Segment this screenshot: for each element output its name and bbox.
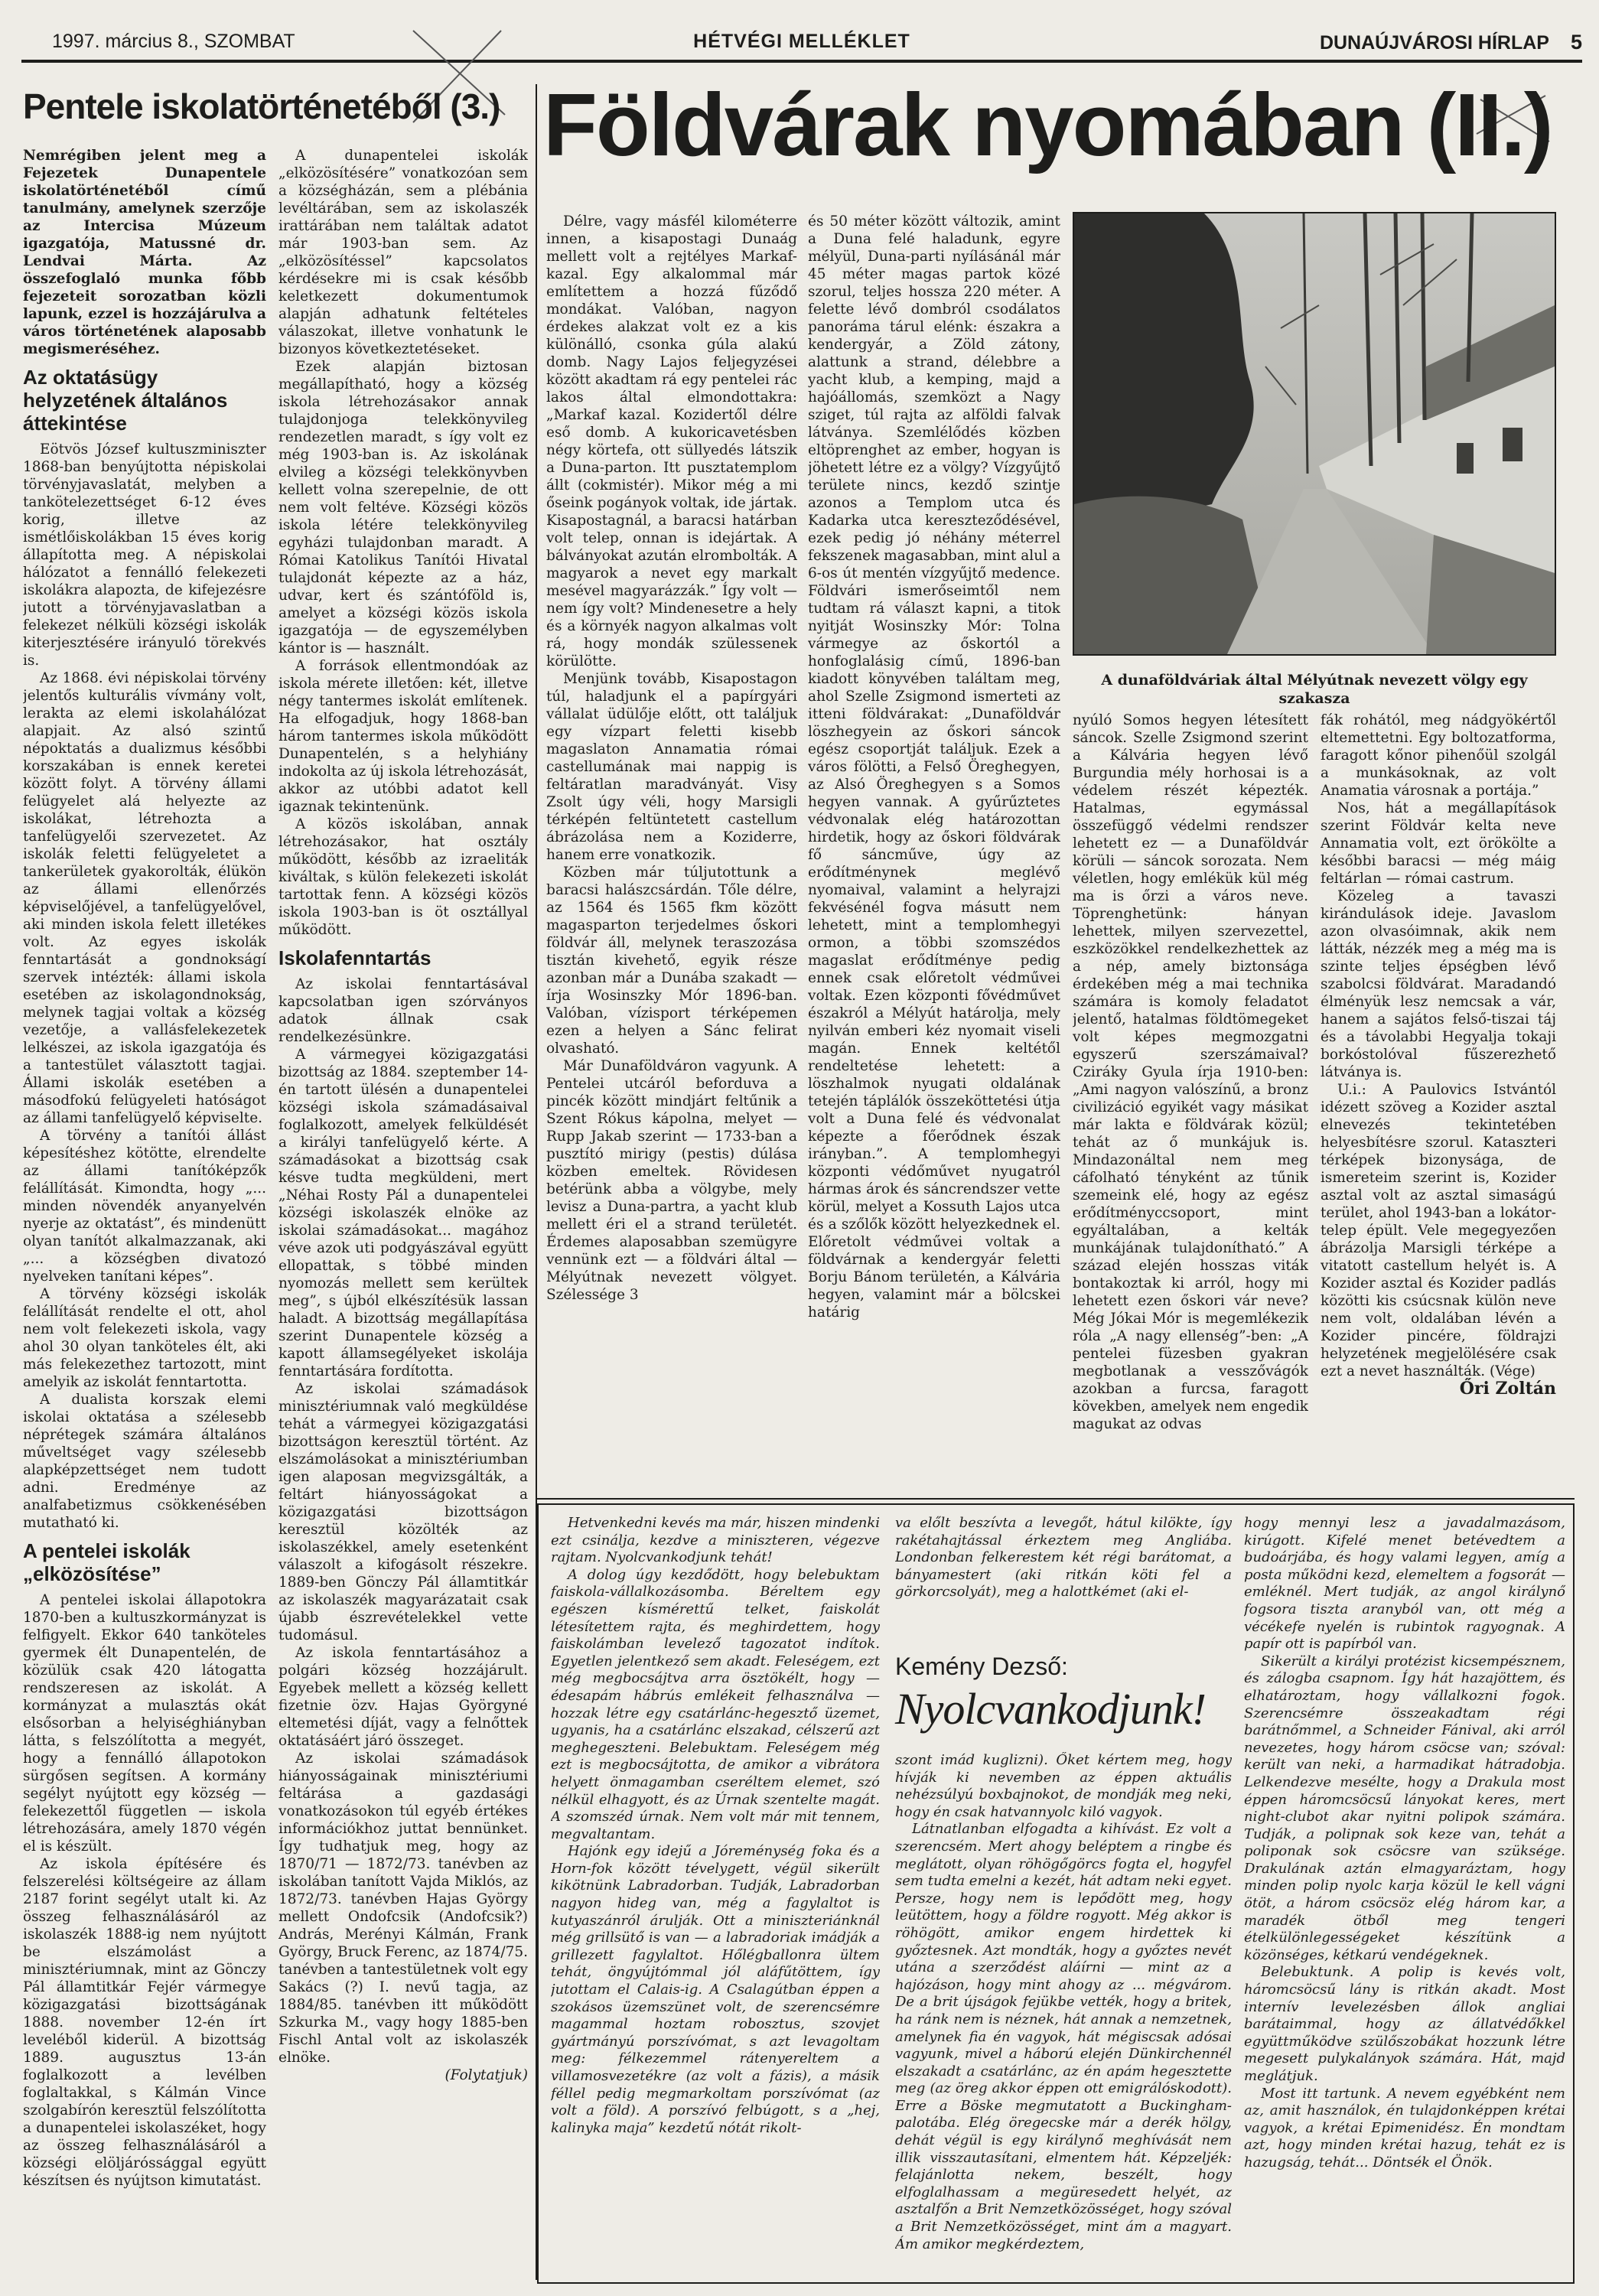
article1-column-2 (278, 147, 528, 2281)
article2-title: Földvárak nyomában (II.) (543, 75, 1552, 174)
paragraph: Nos, hát a megállapítások szerint Földvár kelta neve Annamatia volt, ezt örökölte a későbbi baracsi — még máig feltárlan — római castrum. (1321, 800, 1556, 887)
paragraph: Látnatlanban elfogadta a kihívást. Ez volt a szerencsém. Mert ahogy beléptem a ringbe és meglátott, olyan röhögőgörcs fogta el, hogyfel sem tudta emelni a kezét, hát adtam neki egyet. Persze, hogy nem is lepődött meg, hogy leütöttem, hogy a földre rogyott. Még akkor is röhögött, amikor engem hirdettek ki győztesnek. Azt mondták, hogy a győztes nevét utána a szerződést aláírni — mint az a hajózáson, hogy mint ahogy az ... mégvárom. De a brit újságok fejükbe vették, hogy a britek, ha ránk nem is néznek, hát annak a nemzetnek, amelynek fia én vagyok, hát mégiscsak adósai vagyunk, mivel a háború elején Dünkirchennél elszakadt a csatárlánc, az én apám hegesztette meg (az öreg akkor éppen ott emigrálóskodott). Erre a Böske megmutatott a Buckingham-palotába. Elég öregecske már a derék hölgy, dehát végül is egy királynő meghívását nem illik visszautasítani, elmentem hát. Képzeljék: felajánlotta nekem, beszélt, hogy elfoglalhassam a megüresedett helyét, az asztalfőn a Brit Nemzetközösséget, hogy szóval a Brit Nemzetközösséget, mint ám a magyart. Ám amikor megkérdeztem, (895, 1821, 1232, 2252)
paragraph: U.i.: A Paulovics Istvántól idézett szöveg a Kozider asztal elnevezés tekintetében helyesbítésre szorul. Kataszteri térképek bizonysága, de ismereteim szerint is, Kozider asztal volt az asztal simaságú terület, ahol 1943-ban a lokátor-telep épült. Vele megegyezően ábrázolja Marsigli térképe a vitatott castellum helyét is. A Kozider asztal és Kozider padlás közötti kis csúcsnak külön neve nem volt, oldalában lévén a Kozider pincére, földrajzi helyzetének megjelölésére csak ezt a nevet használták. (Vége) (1321, 1082, 1556, 1379)
article2-photo (1073, 212, 1556, 656)
article1-col1-body (23, 441, 266, 1532)
paragraph: Az iskolai számadások minisztériumnak való megküldése tehát a vármegyei közigazgatási bizottságon keresztül történt. Az elszámolásokat a minisztériumban igen alaposan megvizsgálták, a feltárt hiányosságokat a közigazgatási bizottságon keresztül közölték az iskolaszékkel, amely esetenként válaszolt a kifogásolt részekre. 1889-ben Gönczy Pál államtitkár az iskolaszék magyarázatait csak újabb észrevételekkel vette tudomásul. (278, 1381, 528, 1643)
paragraph: A pentelei iskolai állapotokra 1870-ben a kultuszkormányzat is felfigyelt. Ekkor 640 tanköteles gyermek élt Dunapentelén, de közülük csak 420 látogatta rendszeresen az iskolát. A kormányzat a mulasztás okát elsősorban a helyiséghiányban látta, s felszólította a megyét, hogy a fennálló állapotokon sürgősen segítsen. A kormány segélyt nyújtott egy község — felekezettől független — iskola létrehozására, amely 1870 végén el is készült. (23, 1592, 266, 1855)
paragraph: Az iskolai fenntartásával kapcsolatban igen szórványos adatok állnak csak rendelkezésünkre. (278, 976, 528, 1045)
article2-column-2 (808, 213, 1060, 1490)
subheading: Az oktatásügy helyzetének általános áttekintése (23, 366, 228, 435)
paragraph: Menjünk tovább, Kisapostagon túl, haladjunk el a papírgyári vállalat üdülője előtt, ott találjuk egy vízpart feletti kisebb magaslaton Annamatia római castellumának mai nappig is feltáratlan maradványát. Visy Zsolt úgy véli, hogy Marsigli térképén feltüntetett castellum ábrázolása nem a Koziderre, hanem erre vonatkozik. (546, 671, 797, 863)
article2-column-1 (546, 213, 797, 1490)
photo-caption: A dunaföldváriak által Mélyútnak nevezett völgy egy szakasza (1101, 672, 1528, 707)
paragraph: és 50 méter között változik, amint a Duna felé haladunk, egyre mélyül, Duna-parti nyílásánál már 45 méter magas partok közé szorul, teljes hossza 220 méter. A felette lévő dombról csodálatos panoráma tárul elénk: északra a kendergyár, a Zöld zátony, alattunk a strand, délebbre a yacht klub, a kemping, majd a hajóállomás, szemközt a Nagy sziget, túl rajta az alföldi falvak látványa. Szemlélődés közben eltöprenghet az ember, hogyan is jöhetett létre ez a völgy? Vízgyűjtő területe nincs, kezdő szintje azonos a Templom utca és Kadarka utca kereszteződésével, ezek pedig jó néhány méterrel fekszenek magasabban, mint alul a 6-os út mentén vízgyűjtő medence. Földvári ismerőseimtől nem tudtam rá választ kapni, a titok nyitját Wosinszky Mór: Tolna vármegye az őskortól a honfoglalásig című, 1896-ban kiadott könyvében találtam meg, ahol Szelle Zsigmond ismerteti az itteni földvárakat: „Dunaföldvár löszhegyein az őskori sáncok egész csoportját találjuk. Ezek a város fölötti, a Felső Öreghegyen, az Alsó Öreghegyen s a Somos hegyen vannak. A gyűrűztetes védvonalak elég határozottan hirdetik, hogy az őskori földvárak fő sáncműve, úgy az erődítménynek meglévő nyomaival, valamint a helyrajzi fekvésénél fogva másutt nem lehetett, mint a templomhegyi ormon, a többi szomszédos magaslat erődítménye pedig ennek csak előretolt védművei voltak. Ezen központi fővédművet északról a Mélyút határolja, mely nyilván emberi kéz nyomait viseli magán. Ennek keltétől rendeltetése lehetett: a löszhalmok nyugati oldalának tetején táplálók összeköttetési útja volt a Duna felé és védvonalat képezte a főerődnek észak irányban.”. A templomhegyi központi védőművet nyugatról hármas árok és sáncrendszer vette körül, melyet a Kossuth Lajos utca és a szőlők között helyezkednek el. Előretolt védművei voltak a földvárnak a kendergyár feletti Borju Bánom területén, a Kálvária hegyen, valamint már a bölcskei határig (808, 213, 1060, 1321)
paragraph: Délre, vagy másfél kilométerre innen, a kisapostagi Dunaág mellett volt a rejtélyes Markaf-kazal. Egy alkalommal már említettem a hozzá fűződő mondákat. Valóban, nagyon érdekes alakzat volt ez a kis különálló, csonka gúla alakú domb. Nagy Lajos feljegyzései között akadtam rá egy pentelei rác lakos által elmondottakra: „Markaf kazal. Kozidertől délre eső domb. A kukoricavetésben négy körtefa, ott süllyedés látszik a Duna-parton. Itt pusztatemplom állt (cokmistér). Mikor még a mi őseink pogányok voltak, ide jártak. Kisapostagnál, a baracsi határban volt telep, onnan is idejártak. A bálványokat azután elrombolták. A magyarok a nevet egy markalt mesével magyarázzák.” Így volt — nem így volt? Mindenesetre a hely és a környék nagyon alkalmas volt rá, hogy mondák szülessenek körülötte. (546, 213, 797, 669)
paragraph: hogy mennyi lesz a javadalmazásom, kirúgott. Kifelé menet betévedtem a budoárjába, és hogy valami legyen, amíg a posta működni kezd, elemeltem a fogsorát — emléknél. Mert tudják, az angol királynő fogsora tiszta aranyból van, ott még a vécékefe nyelén is rubintok ragyognak. A papír ott is papírból van. (1244, 1515, 1565, 1653)
masthead (21, 23, 1582, 63)
section-title: HÉTVÉGI MELLÉKLET (693, 31, 910, 52)
paragraph: Az iskola fenntartásához a polgári község hozzájárult. Egyebek mellett a község kellett fizetnie özv. Hajas Györgyné eltemetési díját, vagy a felnőttek oktatásáért járó összeget. (278, 1645, 528, 1749)
paragraph: Közeleg a tavaszi kirándulások ideje. Javaslom azon olvasóimnak, akik nem látták, nézzék meg a még ma is szinte teljes épségben lévő szabolcsi földvárat. Maradandó élményük lesz nemcsak a vár, hanem a sajátos felső-tiszai táj és a távolabbi Hegyalja tokaji borkóstolóval fűszerezhető látványa is. (1321, 888, 1556, 1080)
paragraph: Hetvenkedni kevés ma már, hiszen mindenki ezt csinálja, kezdve a miniszteren, végezve rajtam. Nyolcvankodjunk tehát! (551, 1515, 880, 1566)
article2-column-3 (1073, 712, 1308, 1492)
paragraph: szont imád kuglizni). Őket kértem meg, hogy hívják ki nevemben az éppen aktuális nehézsúlyú boxbajnokot, de mondják meg neki, hogy én csak hatvannyolc kiló vagyok. (895, 1752, 1232, 1820)
paragraph: Az iskolai számadások hiányosságainak minisztériumi feltárása a gazdasági vonatkozásokon túl egyéb értékes információkhoz juttat bennünket. Így tudhatjuk meg, hogy az 1870/71 — 1872/73. tanévben az iskolában tanított Vajda Miklós, az 1872/73. tanévben Hajas György mellett Ondofcsik (Andofcsik?) András, Merényi Kálmán, Frank György, Bruck Ferenc, az 1874/75. tanévben a tantestületnek volt egy Sakács (?) I. nevű tagja, az 1884/85. tanévben itt működött Szkurka M., vagy hogy 1885-ben Fischl Antal volt az iskolaszék elnöke. (278, 1750, 528, 2066)
paragraph: A dualista korszak elemi iskolai oktatása a szélesebb néprétegek számára általános műveltséget vagy szélesebb alapképzettséget nem tudott adni. Eredménye az analfabetizmus csökkenésében mutatható ki. (23, 1392, 266, 1531)
paragraph: Az iskola építésére és felszerelési költségeire az állam 2187 forint segélyt utalt ki. Az összeg felhasználásáról az iskolaszék 1888-ig nem nyújtott be elszámolást a minisztériumnak, mint az Gönczy Pál államtitkár Fejér vármegye közigazgatási bizottságának 1888. november 12-én írt leveléből kiderül. A bizottság 1889. augusztus 13-án foglalkozott a levélben foglaltakkal, s Kálmán Vince szolgabírón keresztül felszólította a dunapentelei iskolaszéket, hogy az összeg felhasználásáról a községi elöljáróssággal együtt készítsen és nyújtson kimutatást. (23, 1856, 266, 2189)
paragraph: A források ellentmondóak az iskola mérete illetően: két, illetve négy tantermes iskolát említenek. Ha elfogadjuk, hogy 1868-ban három tantermes iskola működött Dunapentelén, s a helyhiány indokolta az új iskola létrehozását, akkor az utóbbi adatot kell igaznak tekintenünk. (278, 658, 528, 815)
feuilleton-author: Kemény Dezső: (895, 1653, 1068, 1680)
paragraph: Hajónk egy idejű a Jóreménység foka és a Horn-fok között tévelygett, végül sikerült kikötnünk Labradorban. Tudják, Labradorban nagyon hideg van, még a fagylaltot is kutyaszánról árulják. Ott a miniszteriánknál még grillsütő is van — a labradoriak imádják a grillezett fagylaltot. Hőlégballonra ültem tehát, öngyújtómmal jól aláfűtöttem, így jutottam el Calais-ig. A Csalagútban éppen a szokásos üzemszünet volt, de szerencsémre magammal hoztam robosztus, szovjet gyártmányú porszívómat, s azt levagoltam meg: félkezemmel rátenyereltem a villamosvezetékre (az volt a fázis), a másik féllel pedig megmarkoltam porszívómat (az volt a föld). A porszívó felbúgott, s a „hej, kalinyka maja” kezdetű nótát rikolt- (551, 1843, 880, 2136)
feuilleton-column-2-top (895, 1515, 1232, 1653)
paragraph: Az 1868. évi népiskolai törvény jelentős kulturális vívmány volt, lerakta az elemi iskolahálózat alapjait. Az alsó szintű népoktatás a dualizmus későbbi korszakában is ennek keretei között folyt. A törvény állami felügyelet alá helyezte az iskolákat, létrehozta a tanfelügyelői szervezetet. Az iskolák feletti felügyeletet a tankerületek gyakorolták, élükön az állami ellenőrzés képviselőjével, a tanfelügyelővel, aki minden iskola felett illetékes volt. Az egyes iskolák fenntartását a gondnokságí szervek intézték: állami iskola esetében az iskolagondnokság, melynek tagjai voltak a község vezetője, a vallásfelekezetek lelkészei, az iskola igazgatója és a tantestület választott tagjai. Állami iskolák esetében a másodfokú felügyeleti hatóságot az állami tanfelügyelő képviselte. (23, 670, 266, 1126)
paragraph: A dunapentelei iskolák „elközösítésére” vonatkozóan sem a községházán, sem a plébánia levéltárában, sem az iskolaszék irattárában nem találtak adatot már 1903-ban sem. Az „elközösítéssel” kapcsolatos kérdésekre mi is csak később keletkezett dokumentumok alapján adhatunk feltételes válaszokat, illetve vonhatunk le bizonyos következtetéseket. (278, 148, 528, 357)
page-number: 5 (1570, 31, 1582, 54)
paragraph: Sikerült a királyi protézist kicsempésznem, és zálogba csapnom. Így hát hazajöttem, és elhatároztam, hogy vállalkozni fogok. Szerencsémre összeakadtam régi barátnőmmel, a Schneider Fánival, aki arról nevezetes, hogy három csöcse van; szóval: került van neki, a harmadikat hátradobja. Lelkendezve mesélte, hogy a Drakula most éppen háromcsöcsű lányokat keres, mert night-clubot akar nyitni polipok számára. Tudják, a polipnak sok keze van, tehát a poliponak sok csöcsre van szüksége. Drakulának aztán elmagyaráztam, hogy minden polip nyolc karja közül le kell vágni ötöt, a három csöcsöz elég három kar, a maradék ötből meg tengeri ételkülönlegességeket készítünk a közönséges, kétkarú vendégeknek. (1244, 1653, 1565, 1963)
paragraph: A dolog úgy kezdődött, hogy belebuktam faiskola-vállalkozásomba. Béreltem egy egészen kísmérettű telket, faiskolát létesítettem rajta, és meghirdettem, hogy faiskolámban levelező tagozatot indítok. Egyetlen jelentkező sem akadt. Feleségem, ezt még megbocsájtva arra ösztökélt, hogy — édesapám hábrús emlékeit felhasználva — hozzak létre egy csatárlánc-hegesztő üzemet, ugyanis, ha a csatárlánc elszakad, célszerű azt meghegeszteni. Belebuktam. Feleségem még ezt is megbocsájtotta, de amikor a vibrátora helyett önmagamban cseréltem elemet, szó nélkül elhagyott, és az Úrnak szentelte magát. A szomszéd úrnak. Nem volt már mit tennem, megvaltantam. (551, 1566, 880, 1842)
paragraph: Most itt tartunk. A nevem egyébként nem az, amit használok, én tulajdonképpen krétai vagyok, a krétai Epimenidész. Én mondtam azt, hogy minden krétai hazug, tehát ez is hazugság, tehát... Döntsék el Önök. (1244, 2085, 1565, 2171)
paragraph: A törvény községi iskolák felállítását rendelte el ott, ahol nem volt felekezeti iskola, vagy ahol 30 olyan tanköteles élt, aki más felekezethez tartozott, mint amelyik az iskolát fenntartotta. (23, 1286, 266, 1390)
subheading: Iskolafenntartás (278, 946, 432, 969)
feuilleton-title: Nyolcvankodjunk! (895, 1684, 1206, 1734)
paragraph: Ezek alapján biztosan megállapítható, hogy a község iskola létrehozásakor annak tulajdonjoga telekkönyvileg rendezetlen maradt, s így volt ez még 1903-ban is. Az iskolának elvileg a községi telekkönyvben kellett volna szerepelnie, de ott nem volt feltéve. Községi közös iskola létére telekkönyvileg egyházi tulajdonban maradt. A Római Katolikus Tanítói Hivatal tulajdonát képezte az a ház, udvar, kert és szántóföld is, amelyet a községi közös iskola igazgatója — de egyszemélyben kántor is — használt. (278, 359, 528, 656)
paragraph: va előlt beszívta a levegőt, hátul kilökte, így rakétahajtással érkeztem meg Angliába. Londonban felkerestem két régi barátomat, a bányamestert (aki ritkán köti fel a görkorcsolyát), meg a halottkémet (aki el- (895, 1515, 1232, 1601)
feuilleton-column-2 (895, 1752, 1232, 2272)
paragraph: A törvény a tanítói állást képesítéshez kötötte, elrendelte az állami tanítóképzők felállítását. Kimondta, hogy „... minden növendék anyanyelvén nyerje az oktatást”, és mindenütt olyan tanítót alkalmazzanak, aki „... a községben divatozó nyelveken tanítani képes”. (23, 1128, 266, 1285)
paragraph: nyúló Somos hegyen létesített sáncok. Szelle Zsigmond szerint a Kálvária hegyen lévő Burgundia mély horhosai is a védelem részét képezték. Hatalmas, egymással összefüggő védelmi rendszer lehetett ez — a Dunaföldvár körüli — sáncok sorozata. Nem véletlen, hogy emlékük kül még ma is őrzi a város neve. Töprenghetünk: hányan lehettek, milyen szervezettel, eszközökkel rendelkezhettek az a nép, amely biztonsága érdekében még a mai technika számára is komoly feladatot jelentő, hatalmas földtömegeket volt képes megmozgatni egyszerű szerszámaival? Cziráky Gyula írja 1910-ben: „Ami nagyon valószínű, a bronz civilizáció egyikét vagy másikat már lakta e földvárak közül; tehát az ő munkájuk is. Mindazonáltal nem meg cáfolható tényként az tűnik szemeink elé, hogy az egész erődítményccsoport, mint egyáltalában, a kelták munkájának tulajdonítható.” A század elején hosszas viták bontakoztak ki arról, hogy mi lehetett ezen őskori vár neve? Még Jókai Mór is megemlékezik róla „A nagy ellenség”-ben: „A pentelei füzesben gyakran megbotlanak a vesszővágók azokban a furcsa, faragott kövekben, amelyek nem engedik magukat az odvas (1073, 712, 1308, 1432)
issue-date: 1997. március 8., SZOMBAT (52, 31, 295, 52)
paper-name: DUNAÚJVÁROSI HÍRLAP 5 (1319, 31, 1582, 54)
feuilleton-column-1 (551, 1515, 880, 2272)
paragraph: Közben már túljutottunk a baracsi halászcsárdán. Tőle délre, az 1564 és 1565 fkm között magasparton terjedelmes őskori földvár áll, melynek teraszozása tisztán kivehető, egyik része azonban már a Dunába szakadt — írja Wosinszky Mór 1896-ban. Valóban, vízisport térképemen ezen a helyen a Sánc felirat olvasható. (546, 865, 797, 1057)
paragraph: Belebuktunk. A polip is kevés volt, háromcsöcsű lány is ritkán akadt. Most internív levelezésben állok angliai barátaimmal, hogy az állatvédőkkel együttműködve szülőszobákat hozzunk létre megesett pulykalányok számára. Hát, majd meglátjuk. (1244, 1964, 1565, 2084)
section-rule (537, 1498, 1575, 1500)
photo-illustration (1074, 213, 1555, 654)
feuilleton-column-3 (1244, 1515, 1565, 2272)
subheading: A pentelei iskolák „elközösítése” (23, 1539, 191, 1585)
article2-author: Őri Zoltán (1459, 1379, 1556, 1399)
paragraph: fák rohától, meg nádgyökértől eltemettetni. Egy boltozatforma, faragott kőnor pihenőül szolgál a munkásoknak, az volt Anamatia városnak a portája.” (1321, 712, 1556, 799)
paragraph: Eötvös József kultuszminiszter 1868-ban benyújtotta népiskolai törvényjavaslatát, melyben a tankötelezettséget 6-12 éves korig, illetve az ismétlőiskolákban 15 éves korig állapította meg. A népiskolai hálózatot a fennálló felekezeti iskolákra alapozta, de kifejezésre jutott a törvényjavaslatban a felekezet nélküli községi iskolák kiterjesztésére irányuló törekvés is. (23, 441, 266, 669)
article2-column-4 (1321, 712, 1556, 1492)
article1-title: Pentele iskolatörténetéből (3.) (23, 86, 500, 126)
article1-lead: Nemrégiben jelent meg a Fejezetek Dunapentele iskolatörténetéből című tanulmány, amelynek szerzője az Intercisa Múzeum igazgatója, Matussné dr. Lendvai Márta. Az összefoglaló munka főbb fejezeteit sorozatban közli lapunk, ezzel is hozzájárulva a város történetének alaposabb megismeréséhez. (23, 148, 266, 357)
paragraph: A közös iskolában, annak létrehozásakor, hat osztály működött, később az izraeliták kiváltak, s külön felekezeti iskolát tartottak fenn. A községi közös iskola 1903-ban is öt osztállyal működött. (278, 816, 528, 938)
paragraph: Már Dunaföldváron vagyunk. A Pentelei utcáról beforduva a pincék között mindjárt feltűnik a Szent Rókus kápolna, melyet — Rupp Jakab szerint — 1733-ban a pusztító mirigy (pestis) dúlása közben emeltek. Rövidesen betérünk abba a völgybe, mely levisz a Duna-partra, a yacht klub mellett éri el a strand területét. Érdemes alaposabban szemügyre vennünk ezt — a földvári által — Mélyútnak nevezett völgyet. Szélessége 3 (546, 1058, 797, 1303)
continued-note: (Folytatjuk) (445, 2067, 528, 2083)
article1-column-1 (23, 147, 266, 2281)
paragraph: A vármegyei közigazgatási bizottság az 1884. szeptember 14-én tartott ülésén a dunapentelei községi iskola számadásaival foglalkozott, amelyek felküldését a királyi tanfelügyelő kérte. A számadásokat a bizottság csak késve tudta megküldeni, mert „Néhai Rosty Pál a dunapentelei községi iskolaszék elnöke az iskolai számadásokat... magához véve azok uti podgyászával együtt ellopattak, s többé minden nyomozás mellett sem kerültek meg”, s újból elkészítésük lassan haladt. A bizottság megállapítása szerint Dunapentele község a kapott államsegélyeket iskolája fenntartására fordította. (278, 1047, 528, 1379)
